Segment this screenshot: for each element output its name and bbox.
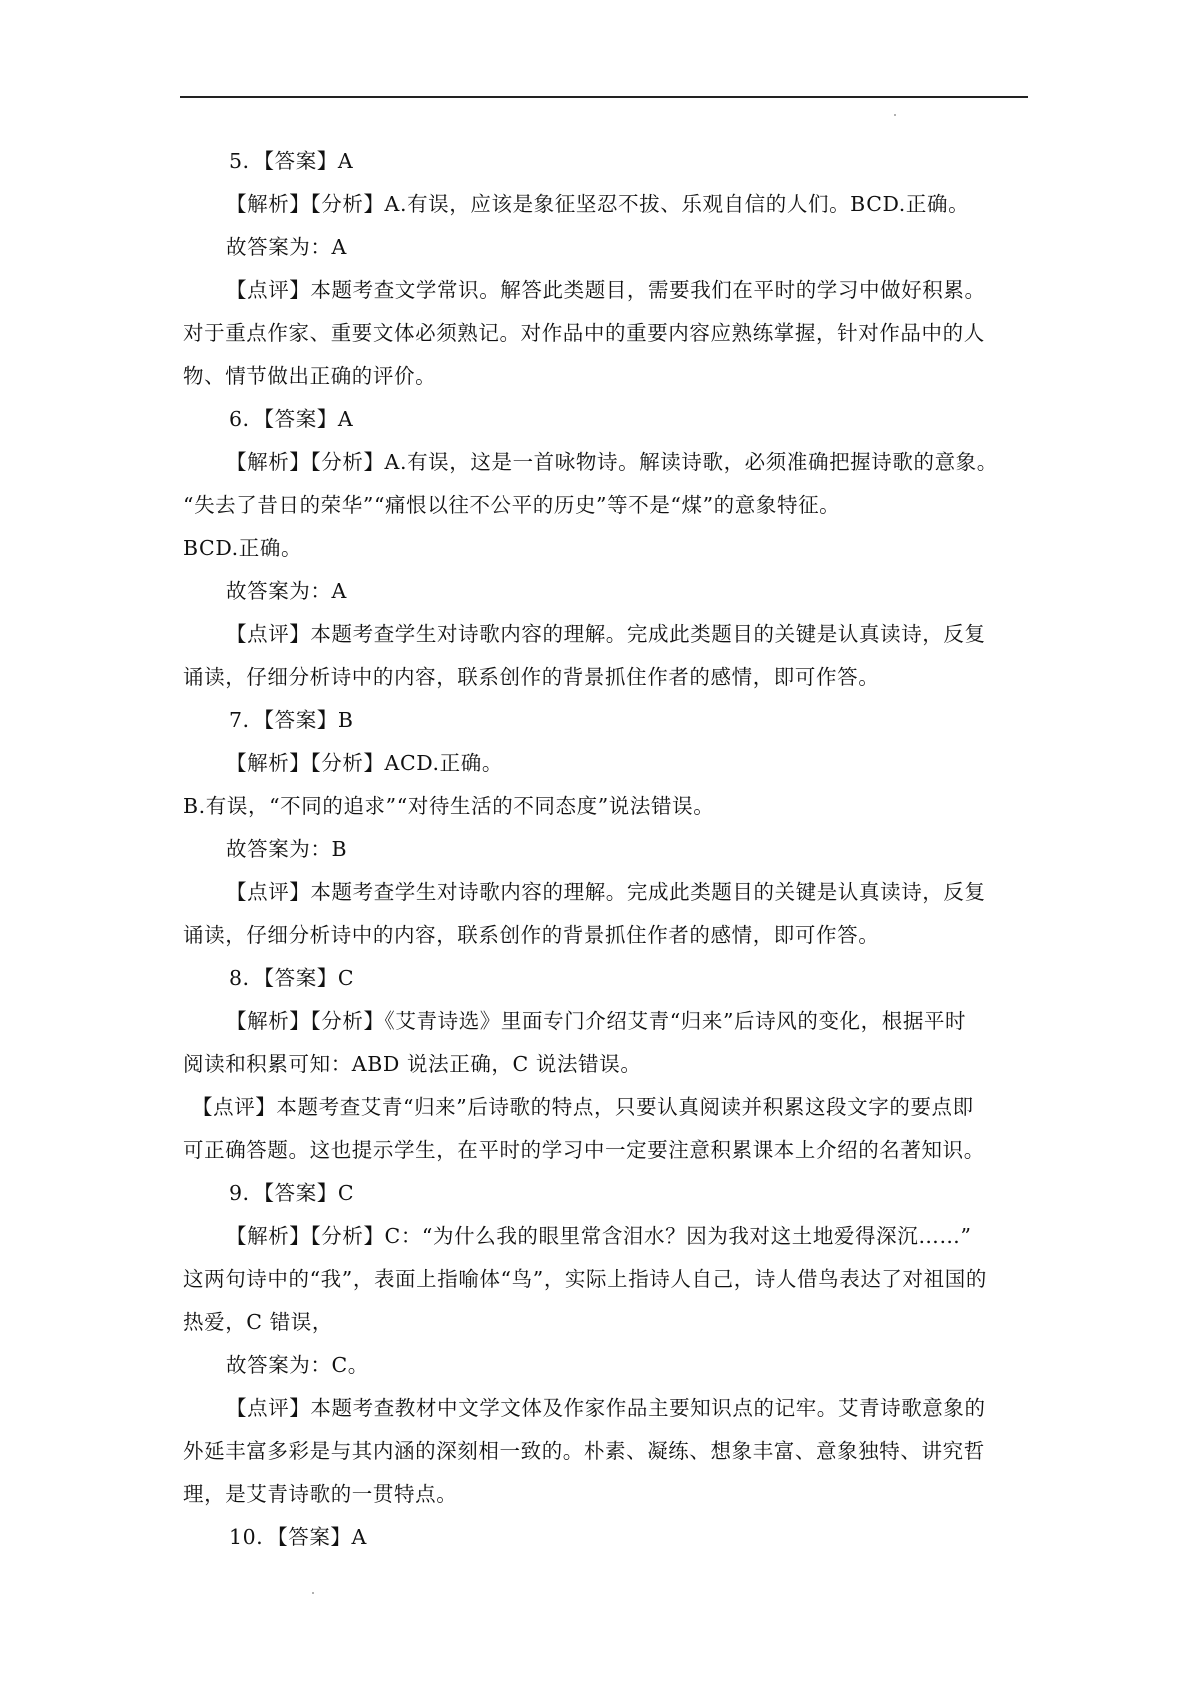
q6-analysis-line: “失去了昔日的荣华”“痛恨以往不公平的历史”等不是“煤”的意象特征。 [183,493,841,517]
q8-comment-line: 【点评】本题考查艾青“归来”后诗歌的特点，只要认真阅读并积累这段文字的要点即 [192,1095,974,1119]
q9-comment-line: 外延丰富多彩是与其内涵的深刻相一致的。朴素、凝练、想象丰富、意象独特、讲究哲 [183,1439,985,1463]
q6-analysis-line: BCD.正确。 [183,536,303,560]
q8-analysis-line: 阅读和积累可知：ABD 说法正确，C 说法错误。 [183,1052,642,1076]
q7-comment-line: 诵读，仔细分析诗中的内容，联系创作的背景抓住作者的感情，即可作答。 [183,923,880,947]
q9-comment-line: 理，是艾青诗歌的一贯特点。 [183,1482,458,1506]
q5-conclusion: 故答案为：A [226,235,347,259]
q5-comment-line: 物、情节做出正确的评价。 [183,364,437,388]
q8-answer: 8．【答案】C [229,966,355,990]
q5-analysis: 【解析】【分析】A.有误，应该是象征坚忍不拔、乐观自信的人们。BCD.正确。 [226,192,970,216]
q9-analysis-line: 【解析】【分析】C：“为什么我的眼里常含泪水？因为我对这土地爱得深沉……” [226,1224,972,1248]
q9-analysis-line: 这两句诗中的“我”，表面上指喻体“鸟”，实际上指诗人自己，诗人借鸟表达了对祖国的 [183,1267,987,1291]
q6-comment-line: 【点评】本题考查学生对诗歌内容的理解。完成此类题目的关键是认真读诗，反复 [226,622,986,646]
q7-comment-line: 【点评】本题考查学生对诗歌内容的理解。完成此类题目的关键是认真读诗，反复 [226,880,986,904]
answer-key-body [183,140,1028,1559]
q7-conclusion: 故答案为：B [226,837,348,861]
q6-analysis-line: 【解析】【分析】A.有误，这是一首咏物诗。解读诗歌，必须准确把握诗歌的意象。 [226,450,998,474]
header-rule [180,96,1028,98]
q5-answer: 5．【答案】A [229,149,354,173]
scan-dot [894,114,896,116]
q7-analysis-line: B.有误，“不同的追求”“对待生活的不同态度”说法错误。 [183,794,715,818]
scan-dot [312,1592,314,1594]
q8-comment-line: 可正确答题。这也提示学生，在平时的学习中一定要注意积累课本上介绍的名著知识。 [183,1138,985,1162]
q8-analysis-line: 【解析】【分析】《艾青诗选》里面专门介绍艾青“归来”后诗风的变化，根据平时 [226,1009,967,1033]
q9-answer: 9．【答案】C [229,1181,355,1205]
q9-conclusion: 故答案为：C。 [226,1353,369,1377]
q9-analysis-line: 热爱，C 错误， [183,1310,334,1334]
q6-answer: 6．【答案】A [229,407,354,431]
q5-comment-line: 【点评】本题考查文学常识。解答此类题目，需要我们在平时的学习中做好积累。 [226,278,986,302]
q6-conclusion: 故答案为：A [226,579,347,603]
q10-answer: 10．【答案】A [229,1525,367,1549]
q9-comment-line: 【点评】本题考查教材中文学文体及作家作品主要知识点的记牢。艾青诗歌意象的 [226,1396,986,1420]
q5-comment-line: 对于重点作家、重要文体必须熟记。对作品中的重要内容应熟练掌握，针对作品中的人 [183,321,985,345]
q7-answer: 7．【答案】B [229,708,354,732]
q6-comment-line: 诵读，仔细分析诗中的内容，联系创作的背景抓住作者的感情，即可作答。 [183,665,880,689]
q7-analysis-line: 【解析】【分析】ACD.正确。 [226,751,503,775]
